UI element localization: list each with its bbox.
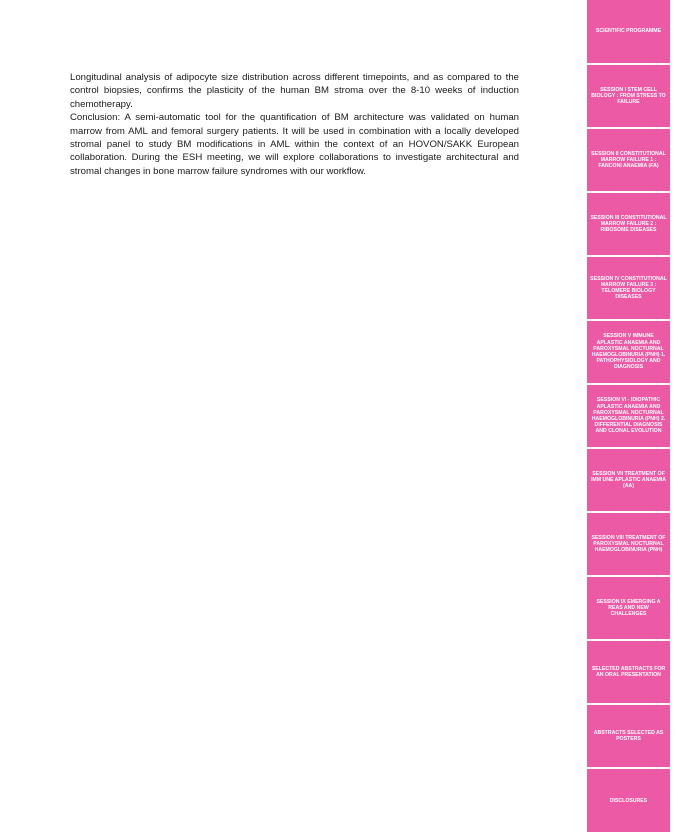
sidebar-item-session-1[interactable]: [587, 65, 670, 129]
sidebar-item-session-3[interactable]: [587, 193, 670, 257]
paragraph-results: Longitudinal analysis of adipocyte size distribution across different timepoints, and as compared to the control biopsies, confirms the plasticity of the human BM stroma over the 8-10 weeks of induction chemotherapy.: [70, 72, 519, 110]
abstract-body: [70, 71, 519, 178]
sidebar-item-session-5[interactable]: [587, 321, 670, 385]
sidebar-item-session-2[interactable]: [587, 129, 670, 193]
sidebar-item-label: SELECTED ABSTRACTS FOR AN ORAL PRESENTATION: [591, 665, 666, 678]
sidebar-item-label: ABSTRACTS SELECTED AS POSTERS: [593, 729, 664, 742]
sidebar-item-session-6[interactable]: [587, 385, 670, 449]
sidebar-item-label: SESSION IV CONSTITUTIONAL MARROW FAILURE 3 : TELOMERE BIOLOGY DISEASES: [590, 275, 667, 301]
sidebar-item-poster-abstracts[interactable]: [587, 705, 670, 769]
sidebar-item-label: SESSION VII TREATMENT OF IMM UNE APLASTIC ANAEMIA (AA): [590, 470, 667, 490]
sidebar-item-disclosures[interactable]: [587, 769, 670, 832]
sidebar-item-session-4[interactable]: [587, 257, 670, 321]
sidebar-item-scientific-programme[interactable]: [587, 0, 670, 65]
sidebar-item-label: SESSION II CONSTITUTIONAL MARROW FAILURE 1 : FANCONI ANAEMIA (FA): [591, 150, 666, 170]
sidebar-item-label: SESSION IX EMERGING A REAS AND NEW CHALLENGES: [596, 598, 661, 618]
sidebar-item-label: SESSION VI - IDIOPATHIC APLASTIC ANAEMIA AND PAROXYSMAL NOCTURNAL HAEMOGLOBINURIA (PNH) 2. DIFFERENTIAL DIAGNOSIS AND CLONAL EVOLUTION: [591, 397, 666, 435]
sidebar-item-session-8[interactable]: [587, 513, 670, 577]
sidebar-item-label: DISCLOSURES: [609, 798, 648, 805]
sidebar-item-label: SESSION I STEM CELL BIOLOGY : FROM STRESS TO FAILURE: [591, 86, 666, 106]
sidebar-item-oral-abstracts[interactable]: [587, 641, 670, 705]
paragraph-conclusion: Conclusion: A semi-automatic tool for the quantification of BM architecture was validated on human marrow from AML and femoral surgery patients. It will be used in combination with a locally developed stromal panel to study BM modifications in AML within the context of an HOVON/SAKK European collaboration. During the ESH meeting, we will explore collaborations to investigate architectural and stromal changes in bone marrow failure syndromes with our workflow.: [70, 112, 519, 177]
sidebar-item-label: SCIENTIFIC PROGRAMME: [595, 28, 662, 35]
sidebar-item-label: SESSION III CONSTITUTIONAL MARROW FAILURE 2 : RIBOSOME DISEASES: [590, 214, 667, 234]
section-sidebar: [587, 0, 670, 832]
sidebar-item-label: SESSION VIII TREATMENT OF PAROXYSMAL NOCTURNAL HAEMOGLOBINURIA (PNH): [591, 534, 666, 554]
sidebar-item-label: SESSION V IMMUNE APLASTIC ANAEMIA AND PAROXYSMAL NOCTURNAL HAEMOGLOBINURIA (PNH) 1. PATHOPHYSIOLOGY AND DIAGNOSIS: [591, 333, 666, 371]
sidebar-item-session-7[interactable]: [587, 449, 670, 513]
sidebar-item-session-9[interactable]: [587, 577, 670, 641]
